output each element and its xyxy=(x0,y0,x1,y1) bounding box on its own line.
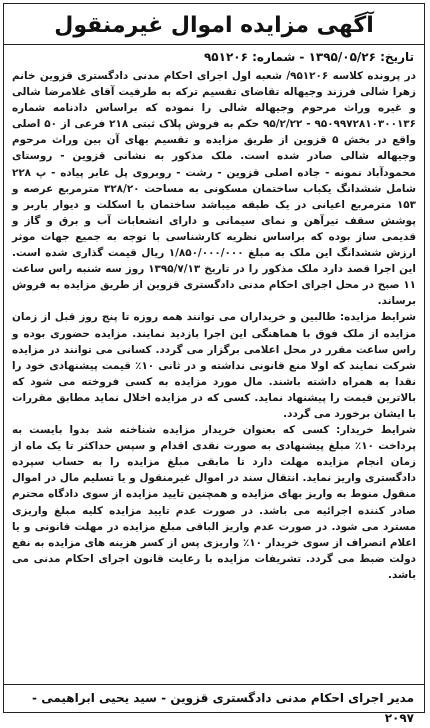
notice-date-number: تاریخ: ۱۳۹۵/۰۵/۲۶ - شماره: ۹۵۱۲۰۶ xyxy=(203,50,414,64)
footer-divider xyxy=(4,684,424,685)
notice-title: آگهی مزایده اموال غیرمنقول xyxy=(54,13,374,38)
notice-signature: مدیر اجرای احکام مدنی دادگستری قزوین - سید یحیی ابراهیمی - ۲۰۹۷ xyxy=(32,691,414,725)
notice-paragraph-auction-terms: شرایط مزایده: طالبین و خریداران می توانند همه روزه تا پنج روز قبل از زمان مزایده از ملک فوق با هماهنگی این اجرا بازدید نمایند. مزایده حضوری بوده و راس ساعت مقرر در محل اعلامی برگزار می گردد. کسانی می توانند در مزایده شرکت نمایند که اولا منع قانونی نداشته و در ثانی ۱۰٪ قیمت پیشنهادی خود را نقدا به همراه داشته باشند. مال مورد مزایده به کسی فروخته می شود که بالاترین قیمت را پیشنهاد نماید. کسی که در مزایده اخلال نماید مطابق مقررات با ایشان برخورد می گردد. xyxy=(12,311,416,420)
auction-notice xyxy=(3,3,425,725)
notice-paragraph-buyer-terms: شرایط خریدار: کسی که بعنوان خریدار مزایده شناخته شد بدوا بایست به پرداخت ۱۰٪ مبلغ پیشنهادی به صورت نقدی اقدام و سپس حداکثر تا یک ماه از زمان انجام مزایده مهلت دارد تا مابقی مبلغ مزایده را به حساب سپرده دادگستری واریز نماید. انتقال سند در اموال غیرمنقول و یا تسلیم مال در اموال منقول منوط به واریز بهای مزایده و همچنین تایید مزایده از سوی دادگاه محترم صادر کننده اجرائیه می باشد. در صورت عدم تایید مزایده کلیه مبلغ واریزی مسترد می شود. در صورت عدم واریز الباقی مبلغ مزایده در مهلت قانونی و یا اعلام انصراف از سوی خریدار ۱۰٪ واریزی پس از کسر هزینه های مزایده به نفع دولت ضبط می گردد. تشریفات مزایده با رعایت قانون اجرای احکام مدنی می باشد. xyxy=(12,424,416,581)
notice-paragraph-case: در پرونده کلاسه ۹۵۱۲۰۶/ شعبه اول اجرای احکام مدنی دادگستری قزوین خانم زهرا شالی فرزند وجیهاله تقاضای تقسیم ترکه به طرفیت آقای غلامرضا شالی و غیره وراث مرحوم وجیهاله شالی را نموده که براساس دادنامه شماره ۹۵۰۹۹۷۲۸۱۰۳۰۰۱۳۶ - ۹۵/۲/۲۲ حکم به فروش پلاک ثبتی ۲۱۸ فرعی از ۵۰ اصلی واقع در بخش ۵ قزوین از طریق مزایده و تقسیم بهای آن بین وراث مرحوم وجیهاله شالی صادر شده است. ملک مذکور به نشانی قزوین - روستای محمودآباد نمونه - جاده اصلی قزوین - رشت - روبروی پل عابر پیاده - پ ۲۲۸ شامل ششدانگ یکباب ساختمان مسکونی به مساحت ۳۲۸/۲۰ مترمربع عرصه و ۱۵۳ مترمربع اعیانی در یک طبقه میباشد ساختمان با اسکلت و دیوار باربر و پوشش سقف تیرآهن و نمای سیمانی و دارای انشعابات آب و برق و گاز و قدیمی ساز بوده که براساس نظریه کارشناسی با توجه به جمیع جهات موثر ارزش ششدانگ این ملک به مبلغ ۱/۸۵۰/۰۰۰/۰۰۰ ریال قیمت گذاری شده است. این اجرا قصد دارد ملک مذکور را در تاریخ ۱۳۹۵/۷/۱۳ روز سه شنبه راس ساعت ۱۱ صبح در محل اجرای احکام مدنی دادگستری قزوین از طریق مزایده به فروش برساند. xyxy=(12,70,416,308)
notice-body xyxy=(4,68,424,583)
